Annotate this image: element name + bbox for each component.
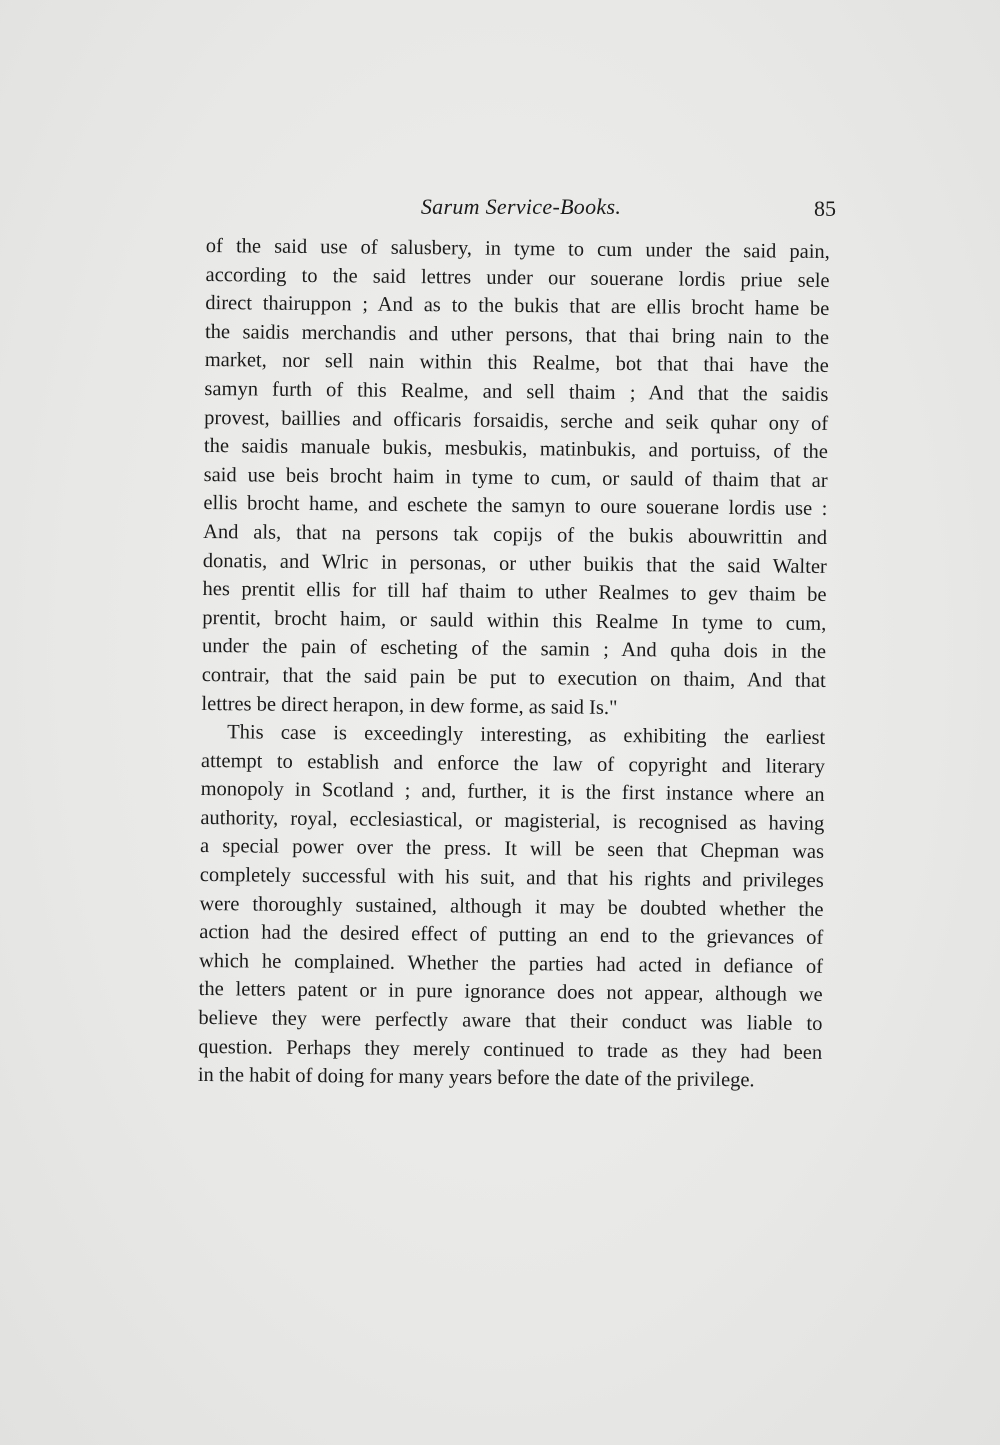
quotation-block [201, 232, 830, 724]
text-line: lettres be direct herapon, in dew forme, as said Is." [201, 692, 618, 719]
paragraph [198, 718, 826, 1096]
text-line: under the pain of escheting of the samin ; And quha dois in the [201, 635, 827, 664]
text-line: of the said use of salusbery, in tyme to cum under the said pain, [205, 234, 830, 263]
text-line: a special power over the press. It will be seen that Chepman was [199, 835, 825, 864]
text-line: hes prentit ellis for till haf thaim to uther Realmes to gev thaim be [202, 578, 827, 607]
text-line: the saidis merchandis and uther persons, that thai bring nain to the [204, 320, 830, 349]
text-line: action had the desired effect of putting an end to the grievances of [199, 921, 824, 950]
text-line: samyn furth of this Realme, and sell thaim ; And that the saidis [204, 377, 829, 406]
text-line: donatis, and Wlric in personas, or uther buikis that the said Walter [202, 549, 827, 578]
text-line: monopoly in Scotland ; and, further, it is the first instance where an [200, 778, 825, 807]
text-line: said use beis brocht haim in tyme to cum, or sauld of thaim that ar [203, 463, 828, 492]
text-line: question. Perhaps they merely continued to trade as they had been [198, 1035, 823, 1064]
running-title: Sarum Service-Books. [420, 194, 622, 219]
text-line: ellis brocht hame, and eschete the samyn to oure souerane lordis use : [203, 492, 828, 521]
text-line: market, nor sell nain within this Realme, bot that thai have the [204, 349, 829, 378]
text-line: believe they were perfectly aware that their conduct was liable to [198, 1006, 823, 1035]
body-text [198, 232, 830, 1096]
running-head [206, 190, 836, 230]
text-line: which he complained. Whether the parties had acted in defiance of [198, 949, 824, 978]
text-line: authority, royal, ecclesiastical, or magisterial, is recognised as having [200, 806, 825, 835]
text-line: direct thairuppon ; And as to the bukis that are ellis brocht hame be [205, 292, 830, 321]
text-line: This case is exceedingly interesting, as exhibiting the earliest [227, 721, 826, 750]
text-line: the saidis manuale bukis, mesbukis, matinbukis, and portuiss, of the [203, 435, 829, 464]
page-number: 85 [814, 196, 836, 221]
text-line: contrair, that the said pain be put to execution on thaim, And that [201, 663, 826, 692]
text-line: provest, baillies and officaris forsaidis, serche and seik quhar ony of [204, 406, 829, 435]
text-line: the letters patent or in pure ignorance does not appear, although we [198, 978, 823, 1007]
text-line: attempt to establish and enforce the law of copyright and literary [200, 749, 826, 778]
text-line: were thoroughly sustained, although it may be doubted whether the [199, 892, 824, 921]
text-line: prentit, brocht haim, or sauld within this Realme In tyme to cum, [202, 606, 827, 635]
text-line: completely successful with his suit, and that his rights and privileges [199, 864, 824, 893]
text-line: And als, that na persons tak copijs of the bukis abouwrittin and [203, 520, 828, 549]
text-line: in the habit of doing for many years before the date of the privilege. [197, 1064, 755, 1092]
text-line: according to the said lettres under our souerane lordis priue sele [205, 263, 830, 292]
